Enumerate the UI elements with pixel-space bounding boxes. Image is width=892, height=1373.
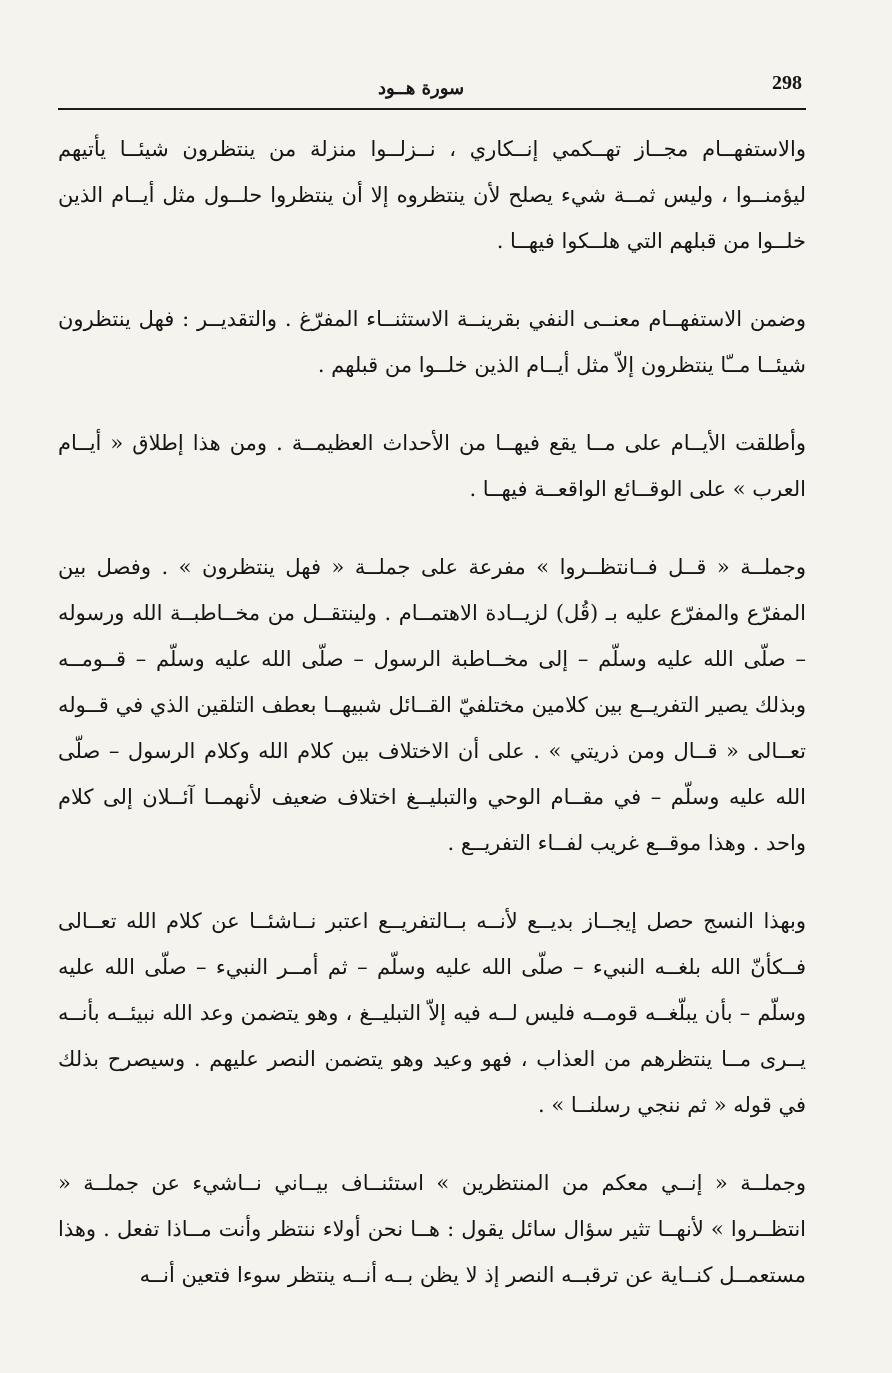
page-header (58, 70, 806, 110)
paragraph: وضمن الاستفهــام معنــى النفي بقرينــة الاستثنــاء المفرّغ . والتقديــر : فهل ينتظرون شيئــا مــّا ينتظرون إلاّ مثل أيــام الذين خلــوا من قبلهم . (58, 307, 806, 377)
running-title: سورة هــود (378, 78, 465, 99)
paragraph: وجملــة « قــل فــانتظــروا » مفرعة على جملــة « فهل ينتظرون » . وفصل بين المفرّع والمفرّع عليه بـ (قُل) لزيــادة الاهتمــام . ولينتقــل من مخــاطبــة الله ورسوله – صلّى الله عليه وسلّم – إلى مخــاطبة الرسول – صلّى الله عليه وسلّم – قــومــه وبذلك يصير التفريــع بين كلامين مختلفيّ القــائل شبيهــا بعطف التلقين الذي في قــوله تعــالى « قــال ومن ذريتي » . على أن الاختلاف بين كلام الله وكلام الرسول – صلّى الله عليه وسلّم – في مقــام الوحي والتبليــغ اختلاف ضعيف لأنهمــا آئــلان إلى كلام واحد . وهذا موقــع غريب لفــاء التفريــع . (58, 555, 806, 855)
paragraph: والاستفهــام مجــاز تهــكمي إنــكاري ، نــزلــوا منزلة من ينتظرون شيئــا يأتيهم ليؤمنــوا ، وليس ثمــة شيء يصلح لأن ينتظروه إلا أن ينتظروا حلــول مثل أيــام الذين خلــوا من قبلهم التي هلــكوا فيهــا . (58, 137, 806, 253)
paragraph: وجملــة « إنــي معكم من المنتظرين » استئنــاف بيــاني نــاشيء عن جملــة « انتظــروا » لأنهــا تثير سؤال سائل يقول : هــا نحن أولاء ننتظر وأنت مــاذا تفعل . وهذا مستعمــل كنــاية عن ترقبــه النصر إذ لا يظن بــه أنــه ينتظر سوءا فتعين أنــه (58, 1171, 806, 1287)
page-number: 298 (772, 72, 802, 94)
paragraph: وبهذا النسج حصل إيجــاز بديــع لأنــه بــالتفريــع اعتبر نــاشئــا عن كلام الله تعــالى فــكأنّ الله بلغــه النبيء – صلّى الله عليه وسلّم – ثم أمــر النبيء – صلّى الله عليه وسلّم – بأن يبلّغــه قومــه فليس لــه فيه إلاّ التبليــغ ، وهو يتضمن وعد الله نبيئــه بأنــه يــرى مــا ينتظرهم من العذاب ، فهو وعيد وهو يتضمن النصر عليهم . وسيصرح بذلك في قوله « ثم ننجي رسلنــا » . (58, 909, 806, 1117)
paragraph: وأطلقت الأيــام على مــا يقع فيهــا من الأحداث العظيمــة . ومن هذا إطلاق « أيــام العرب » على الوقــائع الواقعــة فيهــا . (58, 431, 806, 501)
header-rule (58, 108, 806, 110)
page-body (58, 126, 806, 1330)
